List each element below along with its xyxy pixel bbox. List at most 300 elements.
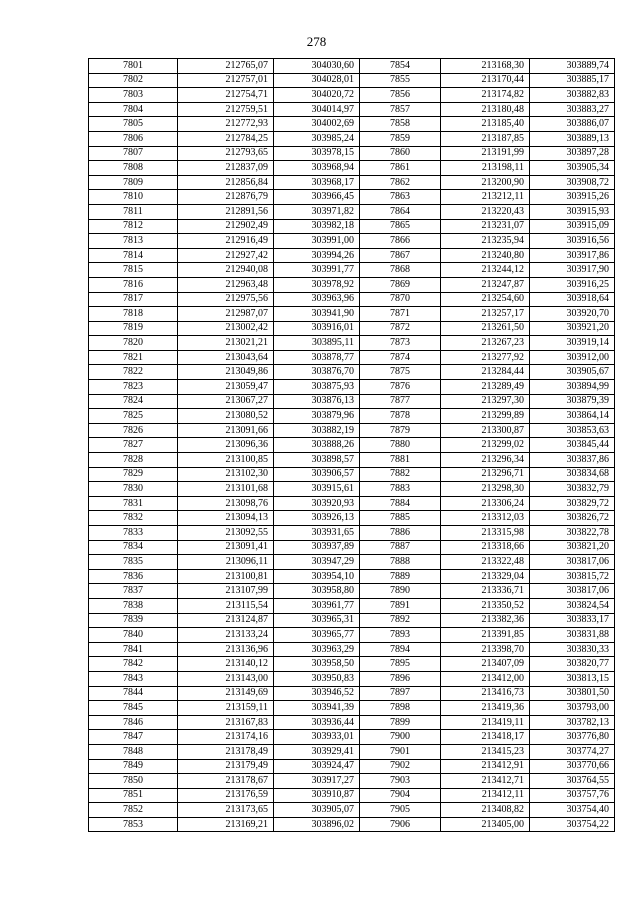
y-coordinate-right: 303801,50	[530, 686, 615, 701]
y-coordinate-right: 303915,93	[530, 204, 615, 219]
point-number-right: 7865	[360, 219, 441, 234]
y-coordinate-right: 303834,68	[530, 467, 615, 482]
table-row	[89, 540, 615, 555]
x-coordinate-right: 213247,87	[441, 277, 530, 292]
y-coordinate-left: 303933,01	[274, 730, 360, 745]
point-number-left: 7812	[89, 219, 178, 234]
y-coordinate-left: 303920,93	[274, 496, 360, 511]
point-number-right: 7874	[360, 350, 441, 365]
point-number-left: 7815	[89, 263, 178, 278]
y-coordinate-left: 303875,93	[274, 380, 360, 395]
point-number-left: 7837	[89, 584, 178, 599]
table-row	[89, 394, 615, 409]
x-coordinate-left: 213136,96	[178, 642, 274, 657]
point-number-right: 7876	[360, 380, 441, 395]
point-number-left: 7811	[89, 204, 178, 219]
table-row	[89, 657, 615, 672]
point-number-right: 7871	[360, 307, 441, 322]
table-row	[89, 175, 615, 190]
y-coordinate-right: 303829,72	[530, 496, 615, 511]
x-coordinate-left: 213133,24	[178, 628, 274, 643]
y-coordinate-left: 303965,31	[274, 613, 360, 628]
x-coordinate-right: 213412,71	[441, 774, 530, 789]
table-row	[89, 686, 615, 701]
table-row	[89, 671, 615, 686]
y-coordinate-right: 303920,70	[530, 307, 615, 322]
point-number-left: 7819	[89, 321, 178, 336]
x-coordinate-right: 213306,24	[441, 496, 530, 511]
point-number-right: 7906	[360, 817, 441, 832]
point-number-right: 7867	[360, 248, 441, 263]
x-coordinate-left: 212975,56	[178, 292, 274, 307]
table-row	[89, 146, 615, 161]
point-number-left: 7831	[89, 496, 178, 511]
table-row	[89, 715, 615, 730]
point-number-right: 7885	[360, 511, 441, 526]
x-coordinate-right: 213298,30	[441, 482, 530, 497]
x-coordinate-right: 213318,66	[441, 540, 530, 555]
x-coordinate-left: 212772,93	[178, 117, 274, 132]
point-number-right: 7900	[360, 730, 441, 745]
y-coordinate-left: 303978,15	[274, 146, 360, 161]
table-row	[89, 438, 615, 453]
point-number-right: 7881	[360, 453, 441, 468]
point-number-left: 7844	[89, 686, 178, 701]
x-coordinate-left: 213100,81	[178, 569, 274, 584]
table-row	[89, 350, 615, 365]
table-row	[89, 598, 615, 613]
x-coordinate-left: 213174,16	[178, 730, 274, 745]
point-number-left: 7836	[89, 569, 178, 584]
point-number-right: 7889	[360, 569, 441, 584]
point-number-left: 7813	[89, 234, 178, 249]
page-number: 278	[306, 34, 327, 49]
point-number-left: 7851	[89, 788, 178, 803]
x-coordinate-left: 213021,21	[178, 336, 274, 351]
y-coordinate-right: 303831,88	[530, 628, 615, 643]
table-row	[89, 482, 615, 497]
x-coordinate-right: 213180,48	[441, 102, 530, 117]
y-coordinate-left: 303941,90	[274, 307, 360, 322]
x-coordinate-left: 213149,69	[178, 686, 274, 701]
x-coordinate-left: 213100,85	[178, 453, 274, 468]
coordinates-table	[88, 58, 615, 832]
x-coordinate-right: 213296,71	[441, 467, 530, 482]
point-number-right: 7854	[360, 59, 441, 74]
y-coordinate-right: 303826,72	[530, 511, 615, 526]
y-coordinate-right: 303793,00	[530, 701, 615, 716]
point-number-right: 7875	[360, 365, 441, 380]
point-number-left: 7848	[89, 744, 178, 759]
point-number-right: 7883	[360, 482, 441, 497]
x-coordinate-right: 213415,23	[441, 744, 530, 759]
y-coordinate-right: 303776,80	[530, 730, 615, 745]
table-row	[89, 759, 615, 774]
x-coordinate-left: 212837,09	[178, 161, 274, 176]
y-coordinate-left: 303968,94	[274, 161, 360, 176]
x-coordinate-left: 212754,71	[178, 88, 274, 103]
table-row	[89, 219, 615, 234]
point-number-right: 7905	[360, 803, 441, 818]
y-coordinate-right: 303905,34	[530, 161, 615, 176]
y-coordinate-right: 303915,09	[530, 219, 615, 234]
table-row	[89, 423, 615, 438]
y-coordinate-right: 303817,06	[530, 555, 615, 570]
table-row	[89, 788, 615, 803]
y-coordinate-left: 303876,70	[274, 365, 360, 380]
x-coordinate-left: 213176,59	[178, 788, 274, 803]
point-number-right: 7873	[360, 336, 441, 351]
point-number-right: 7860	[360, 146, 441, 161]
y-coordinate-right: 303815,72	[530, 569, 615, 584]
x-coordinate-left: 213080,52	[178, 409, 274, 424]
x-coordinate-left: 212759,51	[178, 102, 274, 117]
x-coordinate-right: 213297,30	[441, 394, 530, 409]
y-coordinate-right: 303824,54	[530, 598, 615, 613]
point-number-right: 7903	[360, 774, 441, 789]
x-coordinate-right: 213419,36	[441, 701, 530, 716]
table-row	[89, 131, 615, 146]
point-number-left: 7817	[89, 292, 178, 307]
point-number-right: 7886	[360, 526, 441, 541]
x-coordinate-left: 212793,65	[178, 146, 274, 161]
y-coordinate-left: 303958,80	[274, 584, 360, 599]
point-number-right: 7857	[360, 102, 441, 117]
point-number-right: 7893	[360, 628, 441, 643]
x-coordinate-right: 213322,48	[441, 555, 530, 570]
point-number-left: 7816	[89, 277, 178, 292]
table-row	[89, 263, 615, 278]
table-row	[89, 161, 615, 176]
x-coordinate-right: 213254,60	[441, 292, 530, 307]
y-coordinate-right: 303917,86	[530, 248, 615, 263]
x-coordinate-right: 213296,34	[441, 453, 530, 468]
table-row	[89, 817, 615, 832]
coordinates-table-body	[89, 59, 615, 832]
x-coordinate-left: 213169,21	[178, 817, 274, 832]
point-number-left: 7804	[89, 102, 178, 117]
y-coordinate-right: 303886,07	[530, 117, 615, 132]
point-number-right: 7877	[360, 394, 441, 409]
y-coordinate-right: 303782,13	[530, 715, 615, 730]
y-coordinate-left: 303965,77	[274, 628, 360, 643]
x-coordinate-left: 212757,01	[178, 73, 274, 88]
y-coordinate-left: 303947,29	[274, 555, 360, 570]
point-number-right: 7861	[360, 161, 441, 176]
point-number-left: 7825	[89, 409, 178, 424]
point-number-right: 7892	[360, 613, 441, 628]
point-number-left: 7841	[89, 642, 178, 657]
x-coordinate-left: 212963,48	[178, 277, 274, 292]
point-number-left: 7827	[89, 438, 178, 453]
point-number-right: 7858	[360, 117, 441, 132]
y-coordinate-right: 303889,74	[530, 59, 615, 74]
y-coordinate-left: 303958,50	[274, 657, 360, 672]
point-number-left: 7829	[89, 467, 178, 482]
x-coordinate-left: 212902,49	[178, 219, 274, 234]
x-coordinate-left: 213092,55	[178, 526, 274, 541]
x-coordinate-right: 213244,12	[441, 263, 530, 278]
x-coordinate-right: 213170,44	[441, 73, 530, 88]
x-coordinate-left: 213179,49	[178, 759, 274, 774]
y-coordinate-left: 304028,01	[274, 73, 360, 88]
x-coordinate-left: 213091,41	[178, 540, 274, 555]
point-number-left: 7814	[89, 248, 178, 263]
y-coordinate-right: 303879,39	[530, 394, 615, 409]
table-row	[89, 204, 615, 219]
x-coordinate-left: 212940,08	[178, 263, 274, 278]
x-coordinate-right: 213299,89	[441, 409, 530, 424]
y-coordinate-left: 303982,18	[274, 219, 360, 234]
table-row	[89, 453, 615, 468]
point-number-left: 7802	[89, 73, 178, 88]
x-coordinate-right: 213187,85	[441, 131, 530, 146]
y-coordinate-left: 303931,65	[274, 526, 360, 541]
x-coordinate-right: 213289,49	[441, 380, 530, 395]
point-number-right: 7895	[360, 657, 441, 672]
y-coordinate-left: 303924,47	[274, 759, 360, 774]
x-coordinate-left: 213159,11	[178, 701, 274, 716]
x-coordinate-left: 212765,07	[178, 59, 274, 74]
y-coordinate-left: 303905,07	[274, 803, 360, 818]
x-coordinate-left: 212891,56	[178, 204, 274, 219]
point-number-right: 7898	[360, 701, 441, 716]
point-number-right: 7894	[360, 642, 441, 657]
x-coordinate-right: 213200,90	[441, 175, 530, 190]
point-number-right: 7897	[360, 686, 441, 701]
x-coordinate-right: 213198,11	[441, 161, 530, 176]
x-coordinate-left: 213173,65	[178, 803, 274, 818]
y-coordinate-left: 303991,00	[274, 234, 360, 249]
point-number-left: 7853	[89, 817, 178, 832]
y-coordinate-left: 303876,13	[274, 394, 360, 409]
point-number-left: 7818	[89, 307, 178, 322]
y-coordinate-left: 303926,13	[274, 511, 360, 526]
point-number-left: 7843	[89, 671, 178, 686]
x-coordinate-right: 213185,40	[441, 117, 530, 132]
point-number-right: 7863	[360, 190, 441, 205]
y-coordinate-right: 303921,20	[530, 321, 615, 336]
x-coordinate-right: 213299,02	[441, 438, 530, 453]
point-number-right: 7891	[360, 598, 441, 613]
y-coordinate-right: 303916,25	[530, 277, 615, 292]
y-coordinate-right: 303885,17	[530, 73, 615, 88]
point-number-right: 7859	[360, 131, 441, 146]
y-coordinate-right: 303754,22	[530, 817, 615, 832]
x-coordinate-left: 213178,49	[178, 744, 274, 759]
x-coordinate-right: 213412,91	[441, 759, 530, 774]
y-coordinate-left: 303994,26	[274, 248, 360, 263]
point-number-right: 7890	[360, 584, 441, 599]
y-coordinate-left: 304020,72	[274, 88, 360, 103]
y-coordinate-left: 303968,17	[274, 175, 360, 190]
x-coordinate-left: 213094,13	[178, 511, 274, 526]
y-coordinate-right: 303905,67	[530, 365, 615, 380]
x-coordinate-right: 213284,44	[441, 365, 530, 380]
y-coordinate-left: 303991,77	[274, 263, 360, 278]
point-number-right: 7856	[360, 88, 441, 103]
y-coordinate-left: 303978,92	[274, 277, 360, 292]
point-number-left: 7803	[89, 88, 178, 103]
y-coordinate-left: 303946,52	[274, 686, 360, 701]
y-coordinate-right: 303883,27	[530, 102, 615, 117]
y-coordinate-right: 303837,86	[530, 453, 615, 468]
x-coordinate-right: 213257,17	[441, 307, 530, 322]
x-coordinate-right: 213336,71	[441, 584, 530, 599]
y-coordinate-right: 303845,44	[530, 438, 615, 453]
table-row	[89, 584, 615, 599]
x-coordinate-right: 213408,82	[441, 803, 530, 818]
y-coordinate-right: 303764,55	[530, 774, 615, 789]
x-coordinate-left: 213049,86	[178, 365, 274, 380]
y-coordinate-right: 303889,13	[530, 131, 615, 146]
y-coordinate-left: 303898,57	[274, 453, 360, 468]
point-number-left: 7852	[89, 803, 178, 818]
y-coordinate-right: 303833,17	[530, 613, 615, 628]
table-row	[89, 613, 615, 628]
point-number-left: 7847	[89, 730, 178, 745]
table-row	[89, 292, 615, 307]
y-coordinate-left: 303929,41	[274, 744, 360, 759]
y-coordinate-right: 303822,78	[530, 526, 615, 541]
table-row	[89, 467, 615, 482]
y-coordinate-left: 303963,29	[274, 642, 360, 657]
table-row	[89, 774, 615, 789]
point-number-left: 7822	[89, 365, 178, 380]
y-coordinate-right: 303908,72	[530, 175, 615, 190]
y-coordinate-left: 303985,24	[274, 131, 360, 146]
y-coordinate-right: 303820,77	[530, 657, 615, 672]
y-coordinate-right: 303821,20	[530, 540, 615, 555]
table-row	[89, 102, 615, 117]
x-coordinate-right: 213407,09	[441, 657, 530, 672]
table-row	[89, 526, 615, 541]
x-coordinate-left: 213098,76	[178, 496, 274, 511]
point-number-right: 7872	[360, 321, 441, 336]
x-coordinate-left: 212927,42	[178, 248, 274, 263]
y-coordinate-left: 303966,45	[274, 190, 360, 205]
x-coordinate-right: 213382,36	[441, 613, 530, 628]
point-number-left: 7820	[89, 336, 178, 351]
x-coordinate-right: 213191,99	[441, 146, 530, 161]
point-number-left: 7828	[89, 453, 178, 468]
y-coordinate-right: 303864,14	[530, 409, 615, 424]
x-coordinate-right: 213315,98	[441, 526, 530, 541]
x-coordinate-left: 212987,07	[178, 307, 274, 322]
table-row	[89, 803, 615, 818]
x-coordinate-left: 213096,36	[178, 438, 274, 453]
y-coordinate-left: 303917,27	[274, 774, 360, 789]
point-number-right: 7864	[360, 204, 441, 219]
y-coordinate-left: 304030,60	[274, 59, 360, 74]
table-row	[89, 642, 615, 657]
point-number-left: 7832	[89, 511, 178, 526]
x-coordinate-right: 213329,04	[441, 569, 530, 584]
x-coordinate-left: 213091,66	[178, 423, 274, 438]
point-number-right: 7904	[360, 788, 441, 803]
point-number-left: 7801	[89, 59, 178, 74]
table-row	[89, 730, 615, 745]
y-coordinate-left: 303896,02	[274, 817, 360, 832]
point-number-left: 7840	[89, 628, 178, 643]
point-number-left: 7835	[89, 555, 178, 570]
point-number-left: 7810	[89, 190, 178, 205]
x-coordinate-left: 213067,27	[178, 394, 274, 409]
y-coordinate-left: 303916,01	[274, 321, 360, 336]
y-coordinate-left: 303882,19	[274, 423, 360, 438]
point-number-right: 7878	[360, 409, 441, 424]
y-coordinate-right: 303830,33	[530, 642, 615, 657]
point-number-left: 7823	[89, 380, 178, 395]
y-coordinate-right: 303813,15	[530, 671, 615, 686]
x-coordinate-left: 213178,67	[178, 774, 274, 789]
point-number-right: 7862	[360, 175, 441, 190]
table-row	[89, 555, 615, 570]
table-row	[89, 59, 615, 74]
y-coordinate-left: 303937,89	[274, 540, 360, 555]
table-row	[89, 336, 615, 351]
x-coordinate-right: 213277,92	[441, 350, 530, 365]
y-coordinate-right: 303919,14	[530, 336, 615, 351]
y-coordinate-left: 303941,39	[274, 701, 360, 716]
table-row	[89, 88, 615, 103]
y-coordinate-right: 303770,66	[530, 759, 615, 774]
y-coordinate-right: 303757,76	[530, 788, 615, 803]
x-coordinate-right: 213412,00	[441, 671, 530, 686]
point-number-left: 7808	[89, 161, 178, 176]
y-coordinate-left: 303963,96	[274, 292, 360, 307]
x-coordinate-left: 213059,47	[178, 380, 274, 395]
x-coordinate-right: 213300,87	[441, 423, 530, 438]
y-coordinate-left: 303950,83	[274, 671, 360, 686]
x-coordinate-right: 213416,73	[441, 686, 530, 701]
y-coordinate-right: 303832,79	[530, 482, 615, 497]
point-number-left: 7850	[89, 774, 178, 789]
point-number-left: 7834	[89, 540, 178, 555]
point-number-right: 7901	[360, 744, 441, 759]
point-number-left: 7842	[89, 657, 178, 672]
table-row	[89, 321, 615, 336]
point-number-right: 7902	[360, 759, 441, 774]
x-coordinate-left: 213043,64	[178, 350, 274, 365]
point-number-left: 7830	[89, 482, 178, 497]
point-number-right: 7882	[360, 467, 441, 482]
x-coordinate-left: 213124,87	[178, 613, 274, 628]
table-row	[89, 511, 615, 526]
x-coordinate-right: 213168,30	[441, 59, 530, 74]
point-number-right: 7869	[360, 277, 441, 292]
y-coordinate-left: 304014,97	[274, 102, 360, 117]
point-number-right: 7888	[360, 555, 441, 570]
point-number-left: 7809	[89, 175, 178, 190]
y-coordinate-right: 303894,99	[530, 380, 615, 395]
y-coordinate-right: 303915,26	[530, 190, 615, 205]
x-coordinate-left: 213096,11	[178, 555, 274, 570]
x-coordinate-right: 213405,00	[441, 817, 530, 832]
x-coordinate-right: 213220,43	[441, 204, 530, 219]
y-coordinate-left: 303878,77	[274, 350, 360, 365]
x-coordinate-right: 213212,11	[441, 190, 530, 205]
x-coordinate-left: 213101,68	[178, 482, 274, 497]
point-number-left: 7845	[89, 701, 178, 716]
y-coordinate-left: 304002,69	[274, 117, 360, 132]
x-coordinate-left: 213002,42	[178, 321, 274, 336]
table-row	[89, 701, 615, 716]
point-number-left: 7806	[89, 131, 178, 146]
x-coordinate-left: 212784,25	[178, 131, 274, 146]
table-row	[89, 117, 615, 132]
table-row	[89, 409, 615, 424]
